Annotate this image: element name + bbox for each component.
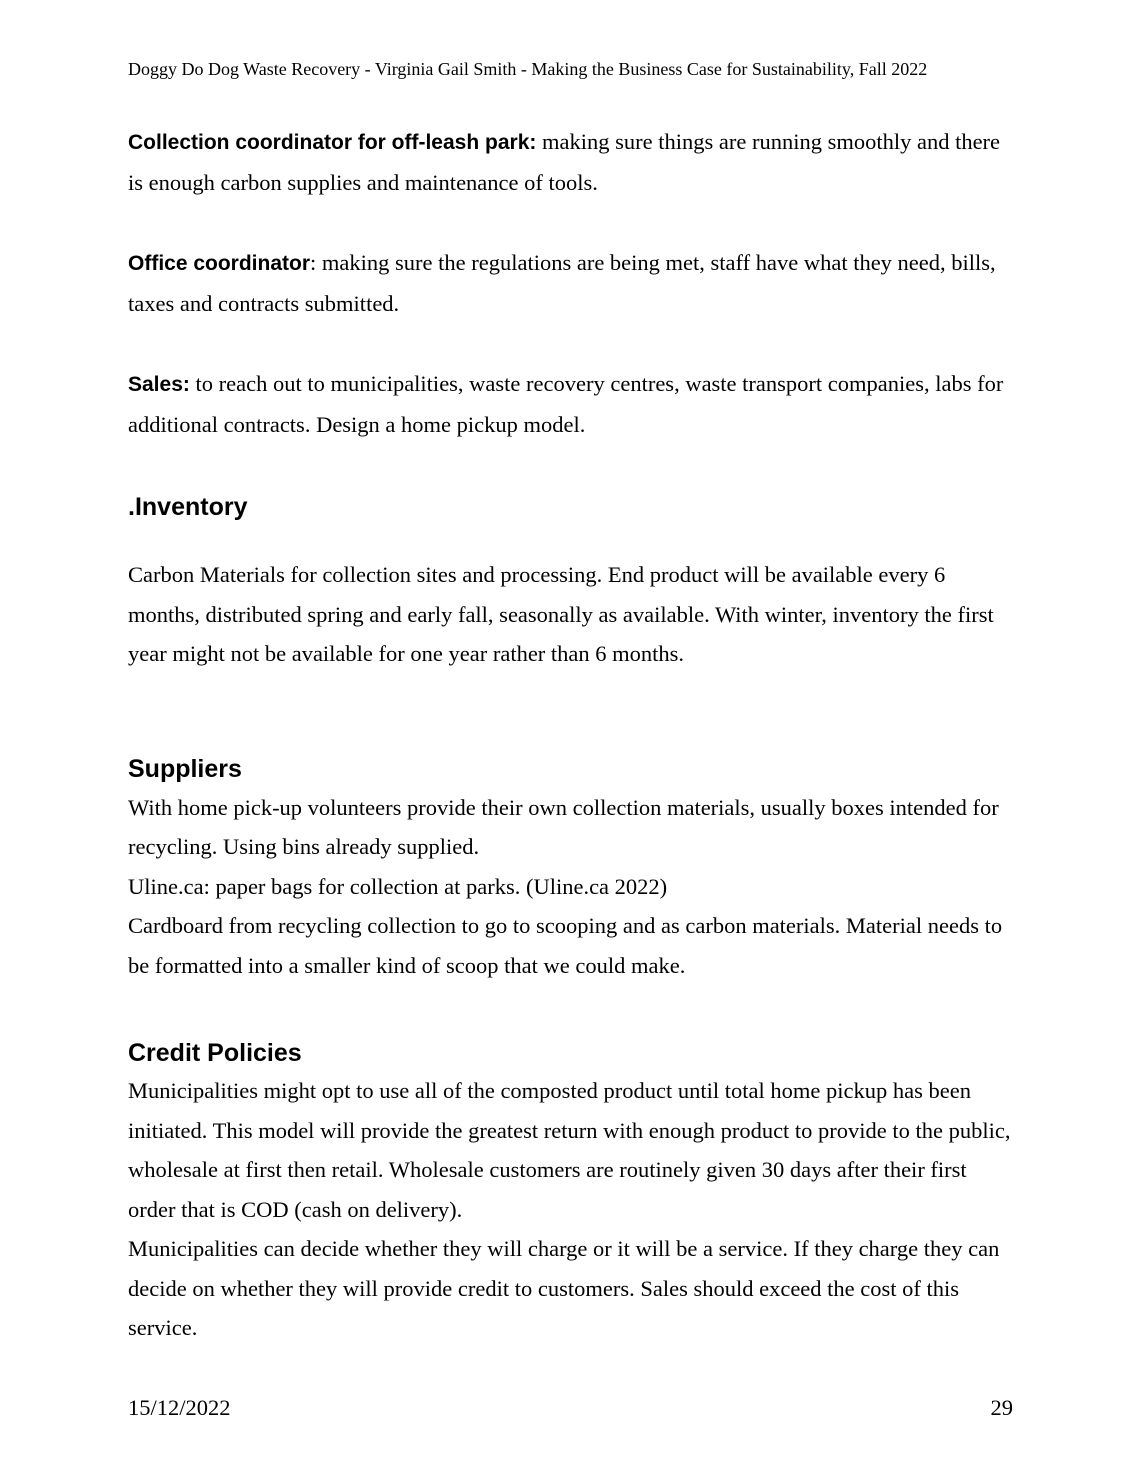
running-header: Doggy Do Dog Waste Recovery - Virginia Gail Smith - Making the Business Case for Sustainability, Fall 2022 xyxy=(128,59,928,79)
suppliers-paragraph: Uline.ca: paper bags for collection at parks. (Uline.ca 2022) xyxy=(128,873,668,899)
credit-policies-heading: Credit Policies xyxy=(128,1039,302,1067)
credit-policies-paragraph: Municipalities might opt to use all of the composted product until total home pickup has been initiated. This model will provide the greatest return with enough product to provide to the public, wholesale at first then retail. Wholesale customers are routinely given 30 days after their first order that is COD (cash on delivery). xyxy=(128,1078,1011,1222)
spacer xyxy=(128,323,1018,364)
footer-date: 15/12/2022 xyxy=(128,1395,231,1420)
page-number: 29 xyxy=(990,1395,1013,1420)
page-content xyxy=(128,122,1018,1348)
suppliers-paragraph: With home pick-up volunteers provide their own collection materials, usually boxes intended for recycling. Using bins already supplied. xyxy=(128,794,999,859)
spacer xyxy=(128,202,1018,243)
role-collection-coordinator xyxy=(128,122,1018,202)
role-label: Office coordinator xyxy=(128,252,311,275)
role-label: Collection coordinator for off-leash park: xyxy=(128,131,537,154)
role-label: Sales: xyxy=(128,373,190,396)
role-office-coordinator xyxy=(128,243,1018,323)
role-sales xyxy=(128,364,1018,444)
inventory-paragraph: Carbon Materials for collection sites and processing. End product will be available every 6 months, distributed spring and early fall, seasonally as available. With winter, inventory the first year might not be available for one year rather than 6 months. xyxy=(128,562,994,666)
role-description: : making sure the regulations are being met, staff have what they need, bills, taxes and contracts submitted. xyxy=(128,250,996,316)
role-description: making sure things are running smoothly and there is enough carbon supplies and maintenance of tools. xyxy=(128,129,1001,195)
inventory-heading: .Inventory xyxy=(128,493,248,521)
role-description: to reach out to municipalities, waste recovery centres, waste transport companies, labs for additional contracts. Design a home pickup model. xyxy=(128,371,1004,437)
suppliers-heading: Suppliers xyxy=(128,754,242,783)
credit-policies-paragraph: Municipalities can decide whether they will charge or it will be a service. If they charge they can decide on whether they will provide credit to customers. Sales should exceed the cost of this service. xyxy=(128,1236,1000,1340)
suppliers-paragraph: Cardboard from recycling collection to go to scooping and as carbon materials. Material needs to be formatted into a smaller kind of scoop that we could make. xyxy=(128,913,1003,978)
